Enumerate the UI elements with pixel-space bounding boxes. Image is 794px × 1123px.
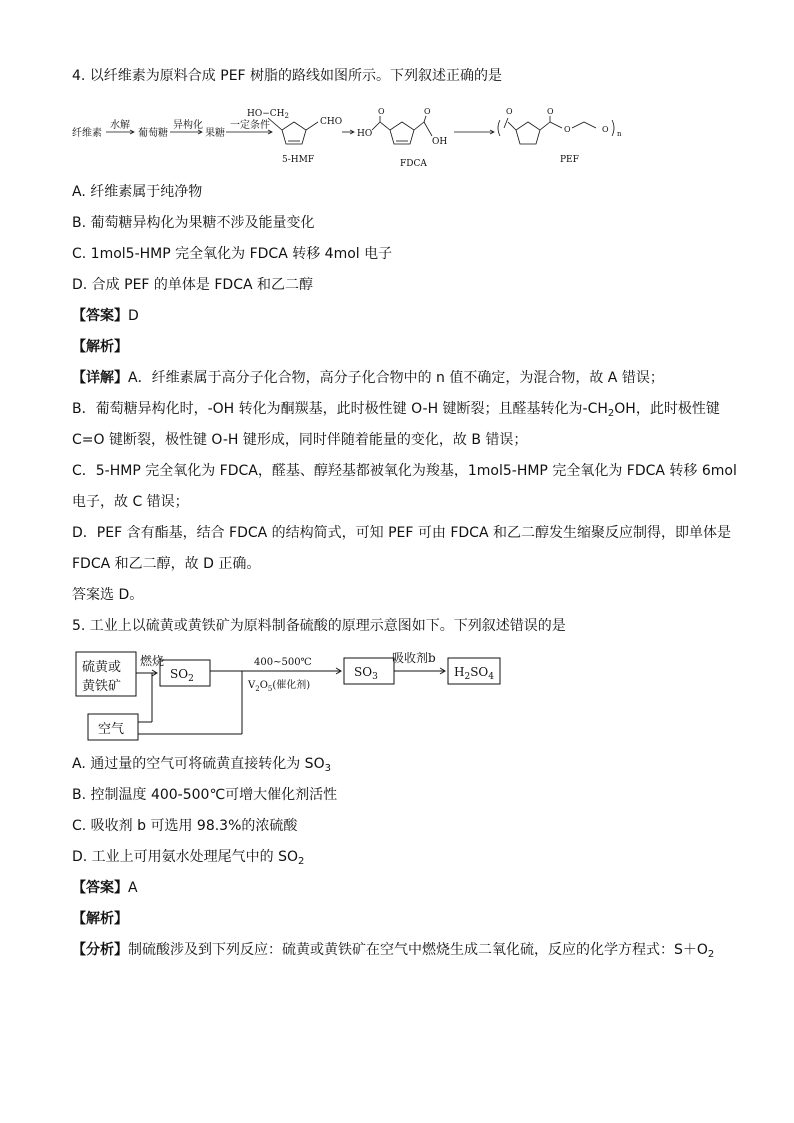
- detail-tag: 【详解】: [72, 370, 128, 386]
- q4-detail-d2: FDCA 和乙二醇，故 D 正确。: [72, 556, 261, 572]
- q4-analysis-tag: 【解析】: [72, 339, 128, 355]
- q5-answer: 【答案】A: [72, 880, 138, 896]
- q5-analysis-tag: 【解析】: [72, 911, 128, 927]
- q4-option-d: D. 合成 PEF 的单体是 FDCA 和乙二醇: [72, 277, 314, 293]
- q4-option-c: C. 1mol5-HMP 完全氧化为 FDCA 转移 4mol 电子: [72, 246, 393, 262]
- air-label: 空气: [98, 722, 125, 737]
- hmf-cho: CHO: [320, 117, 343, 127]
- hmf-label: 5-HMF: [282, 155, 315, 165]
- scheme-step3: 一定条件: [230, 120, 270, 131]
- q4-option-a: A. 纤维素属于纯净物: [72, 184, 203, 200]
- q4-detail-b: B．葡萄糖异构化时，-OH 转化为酮羰基，此时极性键 O-H 键断裂；且醛基转化为$-CH_2OH$，此时极性键: [72, 401, 720, 419]
- fdca-o-left: O: [378, 107, 385, 116]
- answer-value: D: [128, 308, 139, 324]
- pef-o-left: O: [506, 107, 513, 116]
- fdca-label: FDCA: [400, 159, 427, 169]
- fdca-oh: OH: [432, 137, 448, 147]
- q4-answer: [72, 306, 139, 326]
- raw-line2: 黄铁矿: [82, 679, 122, 694]
- scheme-step1: 水解: [110, 120, 130, 131]
- svg-text:HO−CH2: $HO-CH_2$: [247, 109, 289, 120]
- q4-detail-b2: C=O 键断裂，极性键 O-H 键形成，同时伴随着能量的变化，故 B 错误；: [72, 432, 528, 448]
- so3-label: SO: [354, 665, 373, 679]
- answer-tag: 【答案】: [72, 308, 128, 324]
- q4-synthesis-scheme: [72, 100, 632, 170]
- answer-value: A: [128, 880, 138, 896]
- q4-stem: 4. 以纤维素为原料合成 PEF 树脂的路线如图所示。下列叙述正确的是: [72, 68, 503, 84]
- svg-text:SO3: $SO_3$: [354, 665, 378, 682]
- scheme-start: 纤维素: [72, 128, 102, 139]
- q4-conclusion: 答案选 D。: [72, 587, 144, 603]
- pef-end-o: O: [602, 125, 609, 134]
- q4-option-b: B. 葡萄糖异构化为果糖不涉及能量变化: [72, 215, 315, 231]
- pef-o-right: O: [547, 107, 554, 116]
- pef-ester-o: O: [564, 125, 571, 134]
- q5-process-flow: [74, 646, 514, 746]
- q5-option-c: C. 吸收剂 b 可选用 98.3%的浓硫酸: [72, 818, 298, 834]
- q4-detail-a: 【详解】A．纤维素属于高分子化合物，高分子化合物中的 n 值不确定，为混合物，故 A 错误；: [72, 370, 664, 386]
- q5-option-a: A. 通过量的空气可将硫黄直接转化为 $SO_3$: [72, 756, 331, 774]
- fdca-o-right: O: [424, 107, 431, 116]
- q4-detail-c2: 电子，故 C 错误；: [72, 494, 189, 510]
- q5-fenxi: 【分析】制硫酸涉及到下列反应：硫黄或黄铁矿在空气中燃烧生成二氧化硫，反应的化学方程式：$S+O_2$: [72, 942, 715, 960]
- svg-text:SO2: $SO_2$: [170, 667, 194, 684]
- q4-detail-d: D．PEF 含有酯基，结合 FDCA 的结构简式，可知 PEF 可由 FDCA 和乙二醇发生缩聚反应制得，即单体是: [72, 525, 731, 541]
- fdca-ho: HO: [357, 129, 373, 139]
- scheme-step2: 异构化: [173, 120, 203, 131]
- raw-line1: 硫黄或: [82, 660, 122, 675]
- pef-label: PEF: [560, 155, 579, 165]
- so2-label: SO: [170, 667, 189, 681]
- scheme-mid1: 葡萄糖: [138, 128, 168, 139]
- burn-label: 燃烧: [140, 654, 165, 668]
- hmf-ch2oh: HO−CH: [247, 109, 285, 119]
- pef-n: n: [617, 130, 622, 138]
- q5-option-d: D. 工业上可用氨水处理尾气中的 $SO_2$: [72, 849, 305, 867]
- absorb-label: 吸收剂b: [392, 651, 436, 665]
- svg-text:H2SO4: $H_2SO_4$: [454, 665, 494, 682]
- q5-stem: 5. 工业上以硫黄或黄铁矿为原料制备硫酸的原理示意图如下。下列叙述错误的是: [72, 618, 566, 634]
- q5-option-b: B. 控制温度 400-500℃可增大催化剂活性: [72, 787, 338, 803]
- scheme-mid2: 果糖: [205, 128, 225, 139]
- temp-label: 400~500℃: [254, 657, 312, 668]
- q4-detail-c: C．5-HMP 完全氧化为 FDCA，醛基、醇羟基都被氧化为羧基，1mol5-HMP 完全氧化为 FDCA 转移 6mol: [72, 463, 737, 479]
- svg-text:V2O5(催化剂): $V_2O_5$(催化剂): [248, 680, 311, 693]
